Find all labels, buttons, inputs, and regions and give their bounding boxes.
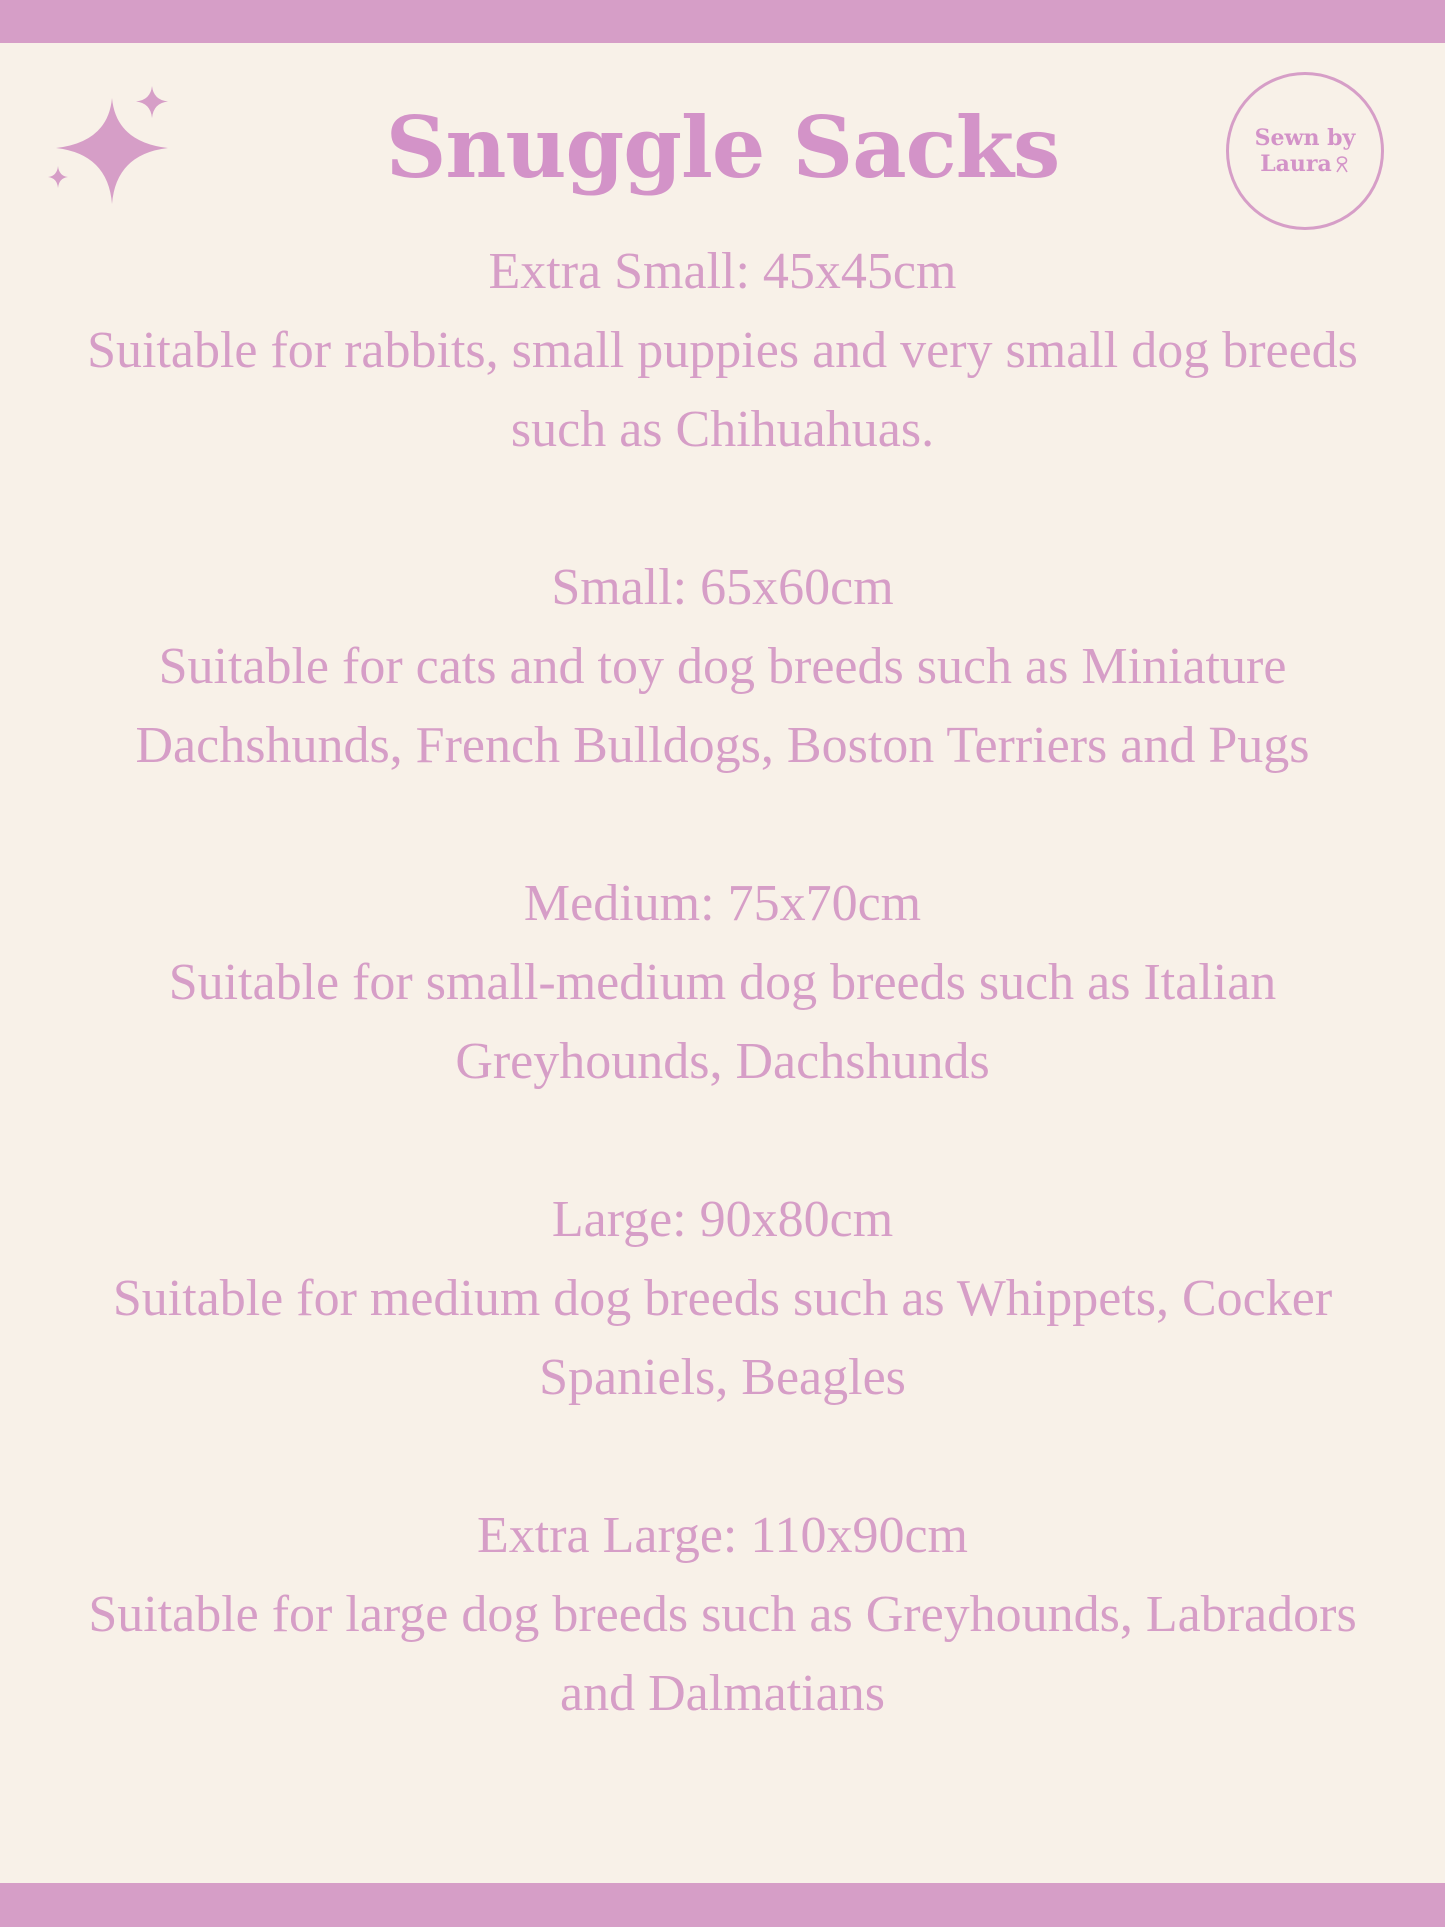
- top-border: [0, 0, 1445, 43]
- size-description: Suitable for medium dog breeds such as Whippets, Cocker Spaniels, Beagles: [112, 1270, 1333, 1406]
- size-large: [55, 1180, 1390, 1417]
- size-medium: [55, 864, 1390, 1101]
- size-description: Suitable for small-medium dog breeds such as Italian Greyhounds, Dachshunds: [168, 954, 1277, 1090]
- size-list: [55, 232, 1390, 1733]
- size-heading: Large: 90x80cm: [551, 1191, 894, 1248]
- size-description: Suitable for large dog breeds such as Greyhounds, Labradors and Dalmatians: [88, 1586, 1357, 1722]
- bottom-border: [0, 1883, 1445, 1927]
- size-small: [55, 548, 1390, 785]
- size-description: Suitable for cats and toy dog breeds such as Miniature Dachshunds, French Bulldogs, Boston Terriers and Pugs: [135, 638, 1310, 774]
- size-heading: Small: 65x60cm: [551, 559, 894, 616]
- ribbon-icon: [1334, 155, 1350, 173]
- logo-line-2-text: Laura: [1260, 151, 1332, 177]
- size-heading: Extra Large: 110x90cm: [477, 1507, 968, 1564]
- size-heading: Extra Small: 45x45cm: [488, 243, 957, 300]
- size-extra-small: [55, 232, 1390, 469]
- brand-logo: [1226, 72, 1384, 230]
- page-title: Snuggle Sacks: [385, 98, 1060, 197]
- logo-line-1: Sewn by: [1254, 125, 1356, 151]
- size-heading: Medium: 75x70cm: [523, 875, 922, 932]
- size-extra-large: [55, 1496, 1390, 1733]
- logo-line-2: [1260, 151, 1350, 177]
- size-description: Suitable for rabbits, small puppies and very small dog breeds such as Chihuahuas.: [87, 322, 1358, 458]
